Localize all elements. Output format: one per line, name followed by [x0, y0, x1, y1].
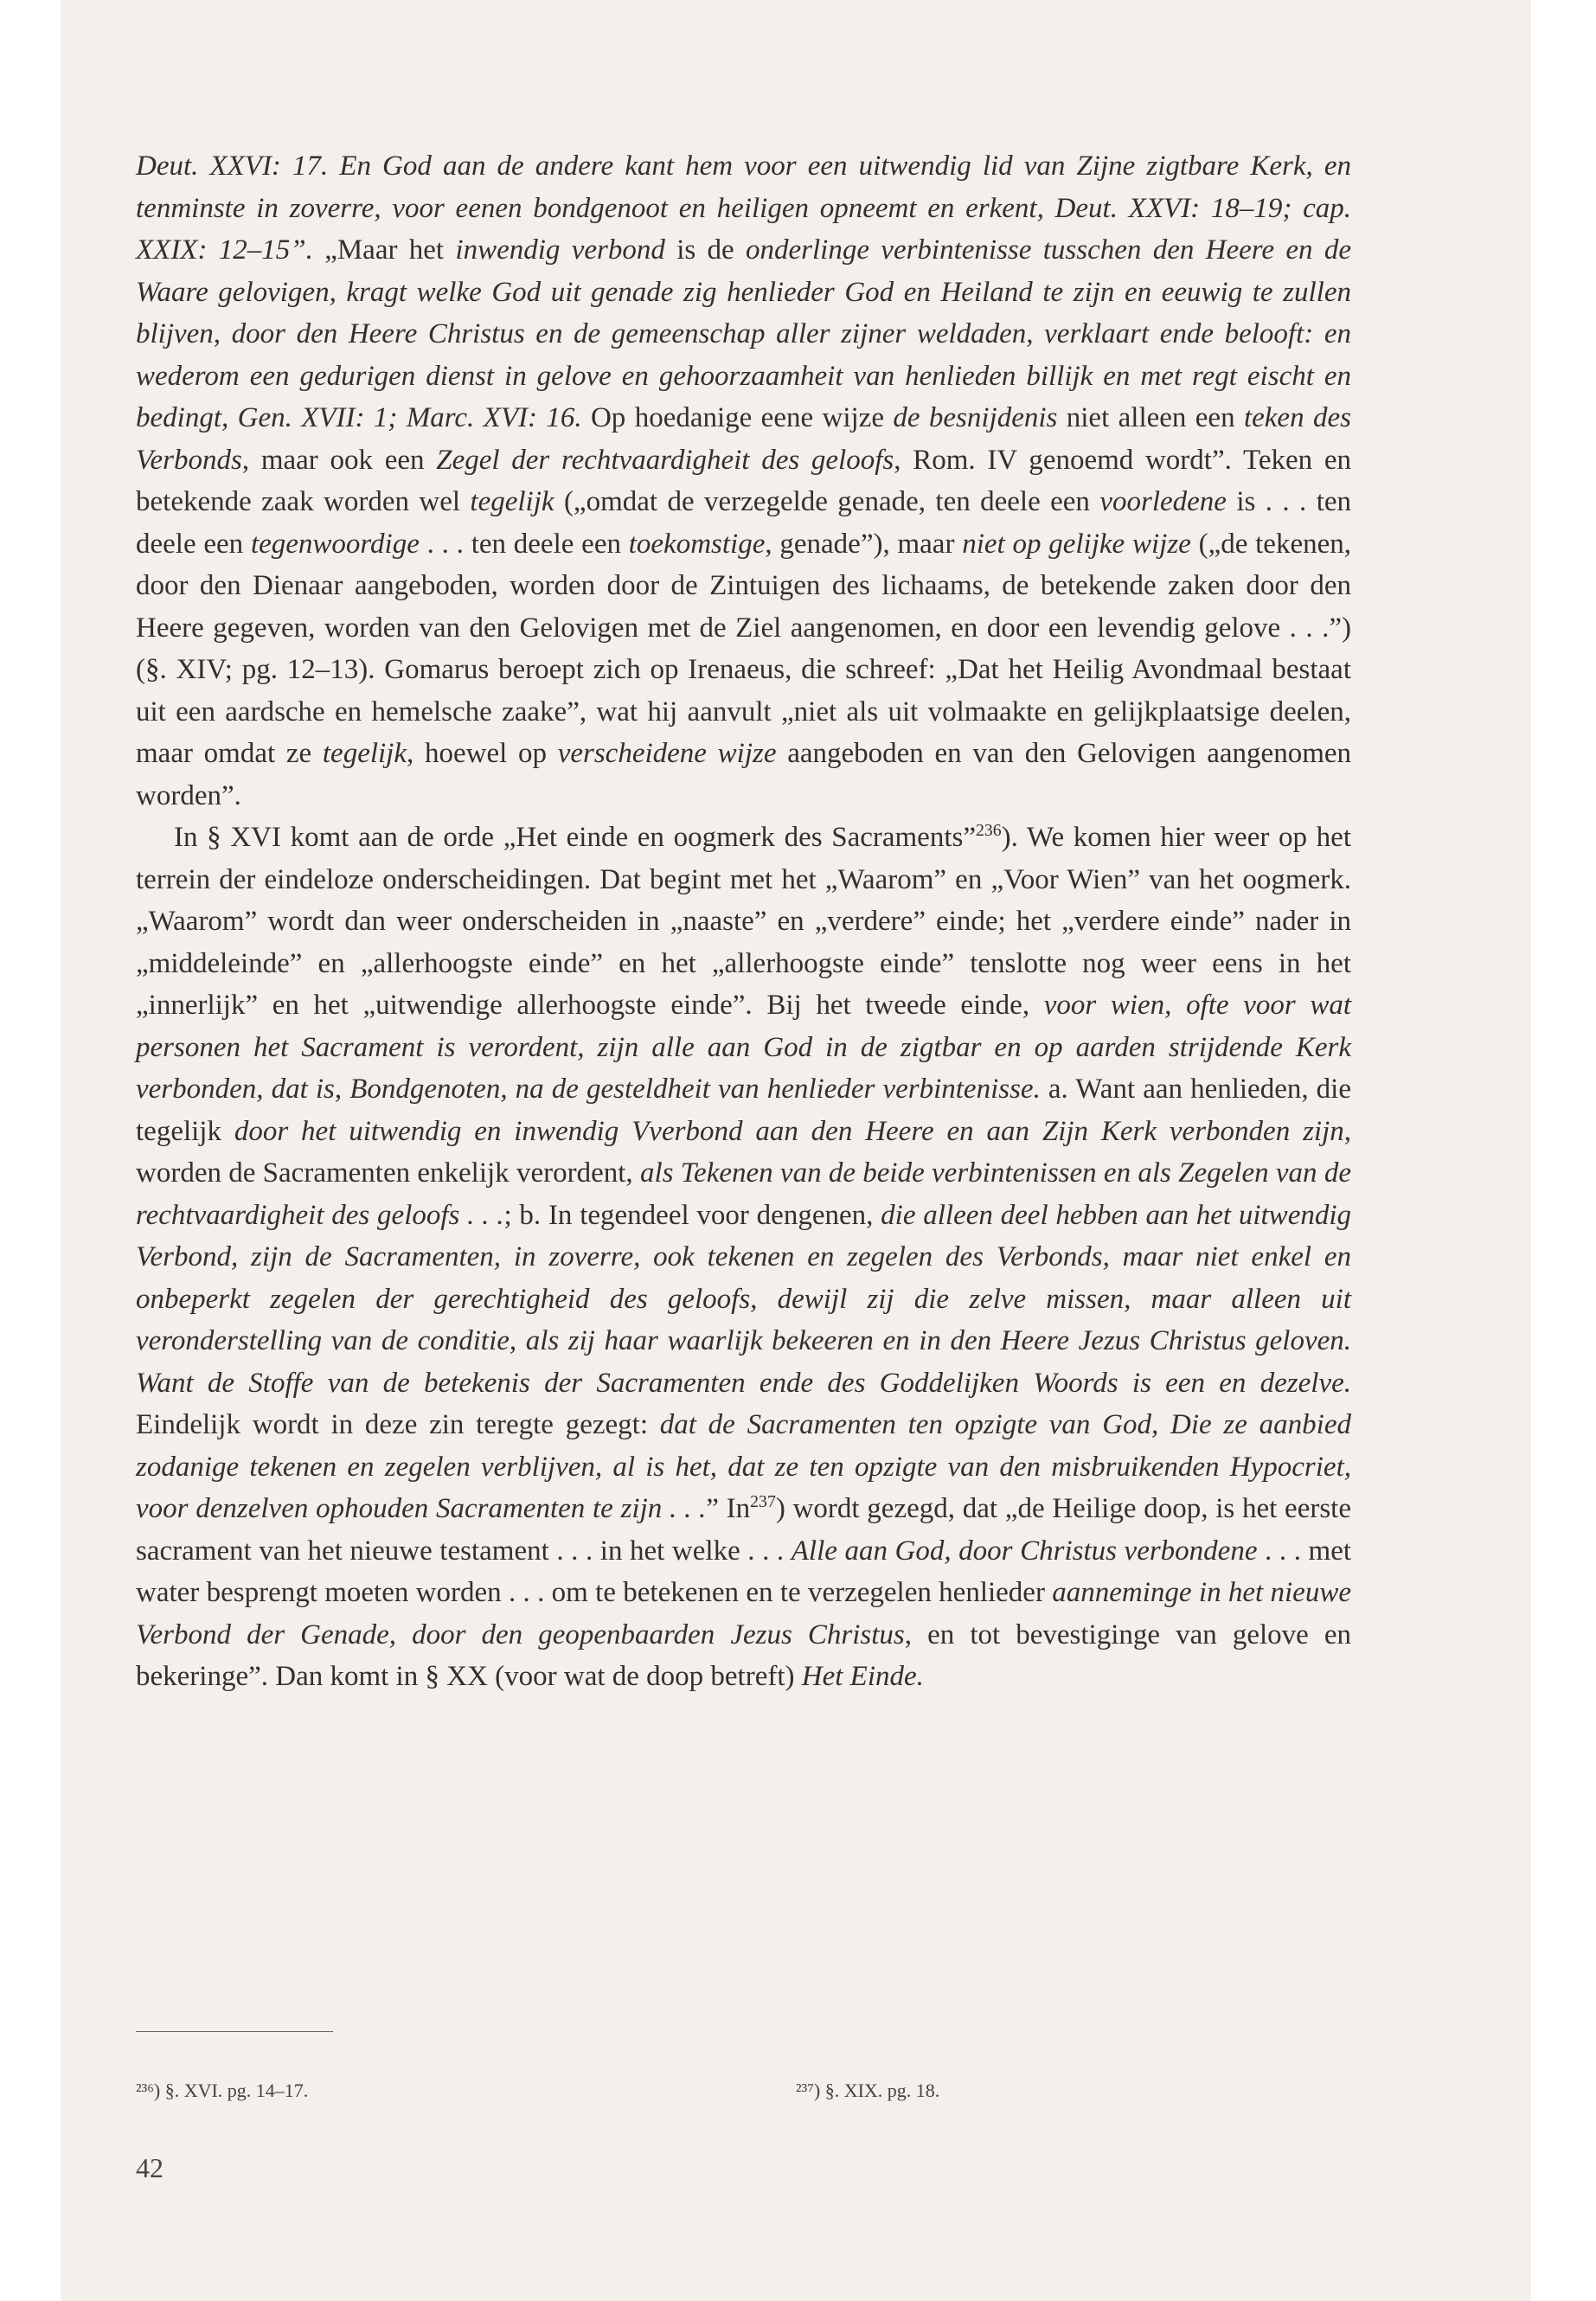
text-run: is . . . ten deele een [136, 486, 1352, 560]
footnote-ref: 236 [975, 821, 1002, 840]
paragraph-1 [136, 145, 1351, 817]
page-number: 42 [136, 2152, 163, 2183]
text-run: , worden de Sacramenten enkelijk verordent, [136, 1115, 1351, 1189]
italic-run: niet op gelijke wijze [962, 528, 1191, 560]
italic-run: Deut. XXVI: 17. En God aan de andere kant hem voor een uitwendig lid van Zijne zigtbare Kerk, en tenminste in zoverre, voor eenen bondgenoot en heiligen opneemt en erkent, Deut. XXVI: 18–19; cap. XXIX: 12–15”. [136, 151, 1351, 266]
text-run: niet alleen een [1057, 402, 1244, 433]
text-run: ” In [706, 1493, 751, 1524]
text-run: . . . met water besprengt moeten worden . . . om te betekenen en te verzegelen henlieder [136, 1535, 1352, 1608]
text-run: In § XVI komt aan de orde „Het einde en oogmerk des Sacraments” [174, 822, 976, 853]
italic-run: onderlinge verbintenisse tusschen den Heere en de Waare gelovigen, kragt welke God uit genade zig henlieder God en Heiland te zijn en eeuwig te zullen blijven, door den Heere Christus en de gemeenschap aller zijner weldaden, verklaart ende belooft: en wederom een gedurigen dienst in gelove en gehoorzaamheit van henlieden billijk en met regt eischt en bedingt, Gen. XVII: 1; Marc. XVI: 16. [136, 234, 1351, 433]
text-run: („de tekenen, door den Dienaar aangeboden, worden door de Zintuigen des lichaams, de betekende zaken door den Heere gegeven, worden van den Gelovigen met de Ziel aangenomen, en door een levendig gelove . . .”) (§. XIV; pg. 12–13). Gomarus beroept zich op Irenaeus, die schreef: „Dat het Heilig Avondmaal bestaat uit een aardsche en hemelsche zaake”, wat hij aanvult „niet als uit volmaakte en gelijkplaatsige deelen, maar omdat ze [136, 528, 1351, 769]
italic-run: verscheidene wijze [557, 738, 777, 769]
italic-run: tegenwoordige [250, 528, 420, 560]
text-run: , maar ook een [241, 444, 437, 476]
footnote-237: ²³⁷) §. XIX. pg. 18. [796, 2080, 940, 2101]
italic-run: tegelijk [322, 738, 407, 769]
text-run: („omdat de verzegelde genade, ten deele een [554, 486, 1100, 517]
text-run: , Rom. IV genoemd wordt”. Teken en betekende zaak worden wel [136, 444, 1352, 517]
text-run: , hoewel op [407, 738, 558, 769]
italic-run: dat de Sacramenten ten opzigte van God, Die ze aanbied zodanige tekenen en zegelen verblijven, al is het, dat ze ten opzigte van den misbruikenden Hypocriet, voor denzelven ophouden Sacramenten te zijn . . . [136, 1409, 1351, 1524]
text-run: a. Want aan henlieden, die tegelijk [136, 1074, 1351, 1147]
italic-run: die alleen deel hebben aan het uitwendig Verbond, zijn de Sacramenten, in zoverre, ook tekenen en zegelen des Verbonds, maar niet enkel en onbeperkt zegelen der gerechtigheid des geloofs, dewijl zij die zelve missen, maar alleen uit veronderstelling van de conditie, als zij haar waarlijk bekeeren en in den Heere Jezus Christus geloven. Want de Stoffe van de betekenis der Sacramenten ende des Goddelijken Woords is een en dezelve. [136, 1199, 1352, 1399]
paragraph-2 [136, 817, 1351, 1698]
italic-run: tegelijk [470, 486, 554, 517]
footnote-divider [136, 2031, 333, 2032]
text-run: Op hoedanige eene wijze [581, 402, 894, 433]
text-run: , en tot bevestiginge van gelove en bekeringe”. Dan komt in § XX (voor wat de doop betreft) [136, 1618, 1352, 1692]
text-run: ). We komen hier weer op het terrein der eindeloze onderscheidingen. Dat begint met het „Waarom” en „Voor Wien” van het oogmerk. „Waarom” wordt dan weer onderscheiden in „naaste” en „verdere” einde; het „verdere einde” nader in „middeleinde” en „allerhoogste einde” en het „allerhoogste einde” tenslotte nog weer eens in het „innerlijk” en het „uitwendige allerhoogste einde”. Bij het tweede einde, [136, 822, 1351, 1021]
text-run: ; b. In tegendeel voor dengenen, [503, 1199, 881, 1231]
italic-run: Zegel der rechtvaardigheit des geloofs [436, 444, 894, 476]
main-text [136, 145, 1351, 1698]
italic-run: voor wien, ofte voor wat personen het Sacrament is verordent, zijn alle aan God in de zigtbar en op aarden strijdende Kerk verbonden, dat is, Bondgenoten, na de gesteldheit van henlieder verbintenisse. [136, 990, 1351, 1105]
text-run: „Maar het [312, 234, 456, 266]
italic-run: toekomstige [628, 528, 766, 560]
italic-run: Alle aan God, door Christus verbondene [791, 1535, 1258, 1567]
italic-run: Het Einde. [801, 1661, 924, 1692]
text-run: Eindelijk wordt in deze zin teregte gezegt: [136, 1409, 660, 1440]
italic-run: voorledene [1099, 486, 1227, 517]
text-run: ) wordt gezegd, dat „de Heilige doop, is het eerste sacrament van het nieuwe testament . . . in het welke . . . [136, 1493, 1351, 1567]
italic-run: inwendig verbond [455, 234, 665, 266]
italic-run: door het uitwendig en inwendig Vverbond aan den Heere en aan Zijn Kerk verbonden zijn [234, 1115, 1344, 1147]
italic-run: de besnijdenis [893, 402, 1058, 433]
italic-run: aanneminge in het nieuwe Verbond der Genade, door den geopenbaarden Jezus Christus [136, 1577, 1351, 1650]
italic-run: teken des Verbonds [136, 402, 1351, 476]
text-run: aangeboden en van den Gelovigen aangenomen worden”. [136, 738, 1352, 811]
footnote-ref: 237 [750, 1492, 776, 1511]
italic-run: als Tekenen van de beide verbintenissen en als Zegelen van de rechtvaardigheit des geloofs . . . [136, 1157, 1351, 1231]
text-run: . . . ten deele een [419, 528, 629, 560]
text-run: , genade”), maar [765, 528, 963, 560]
footnote-236: ²³⁶) §. XVI. pg. 14–17. [136, 2080, 309, 2101]
text-run: is de [664, 234, 746, 266]
